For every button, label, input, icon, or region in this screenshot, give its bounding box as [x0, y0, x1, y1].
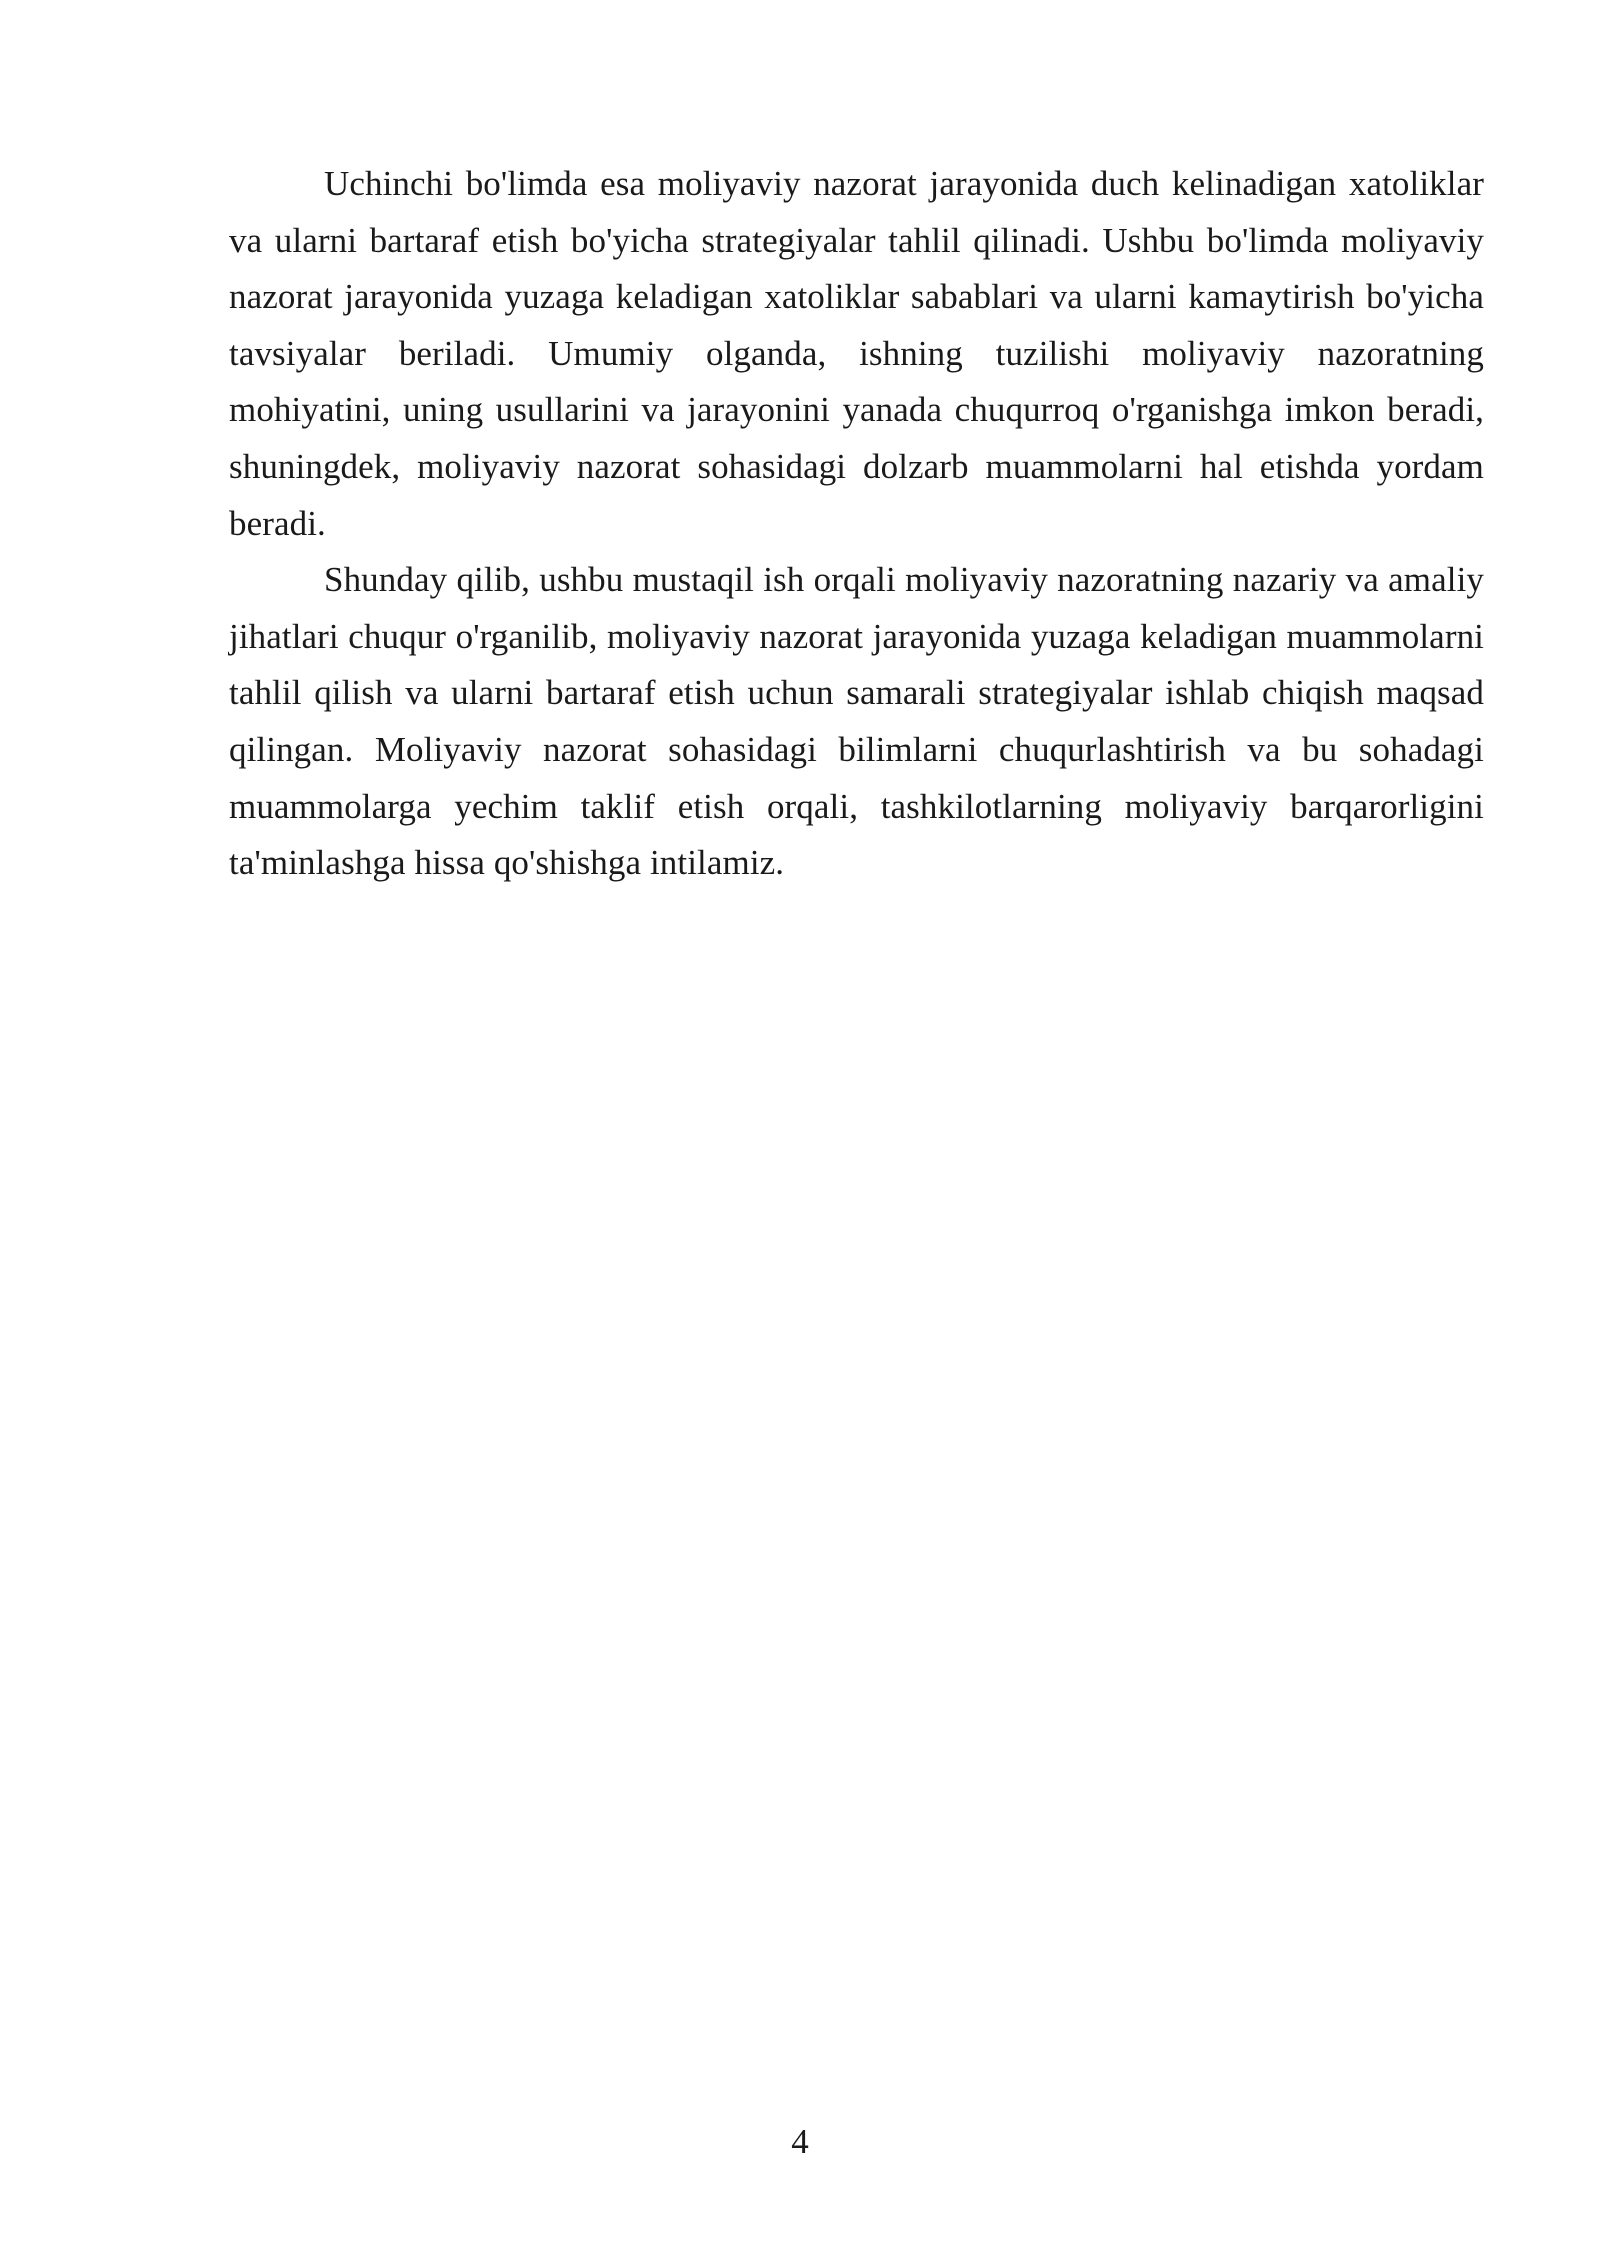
page-number: 4	[791, 2122, 809, 2161]
paragraph-2: Shunday qilib, ushbu mustaqil ish orqali moliyaviy nazoratning nazariy va amaliy jihatlari chuqur o'rganilib, moliyaviy nazorat jarayonida yuzaga keladigan muammolarni tahlil qilish va ularni bartaraf etish uchun samarali strategiyalar ishlab chiqish maqsad qilingan. Moliyaviy nazorat sohasidagi bilimlarni chuqurlashtirish va bu sohadagi muammolarga yechim taklif etish orqali, tashkilotlarning moliyaviy barqarorligini ta'minlashga hissa qo'shishga intilamiz.	[229, 560, 1484, 883]
paragraph-1: Uchinchi bo'limda esa moliyaviy nazorat jarayonida duch kelinadigan xatoliklar va ularni bartaraf etish bo'yicha strategiyalar tahlil qilinadi. Ushbu bo'limda moliyaviy nazorat jarayonida yuzaga keladigan xatoliklar sabablari va ularni kamaytirish bo'yicha tavsiyalar beriladi. Umumiy olganda, ishning tuzilishi moliyaviy nazoratning mohiyatini, uning usullarini va jarayonini yanada chuqurroq o'rganishga imkon beradi, shuningdek, moliyaviy nazorat sohasidagi dolzarb muammolarni hal etishda yordam beradi.	[229, 164, 1484, 543]
body-text	[229, 156, 1484, 892]
